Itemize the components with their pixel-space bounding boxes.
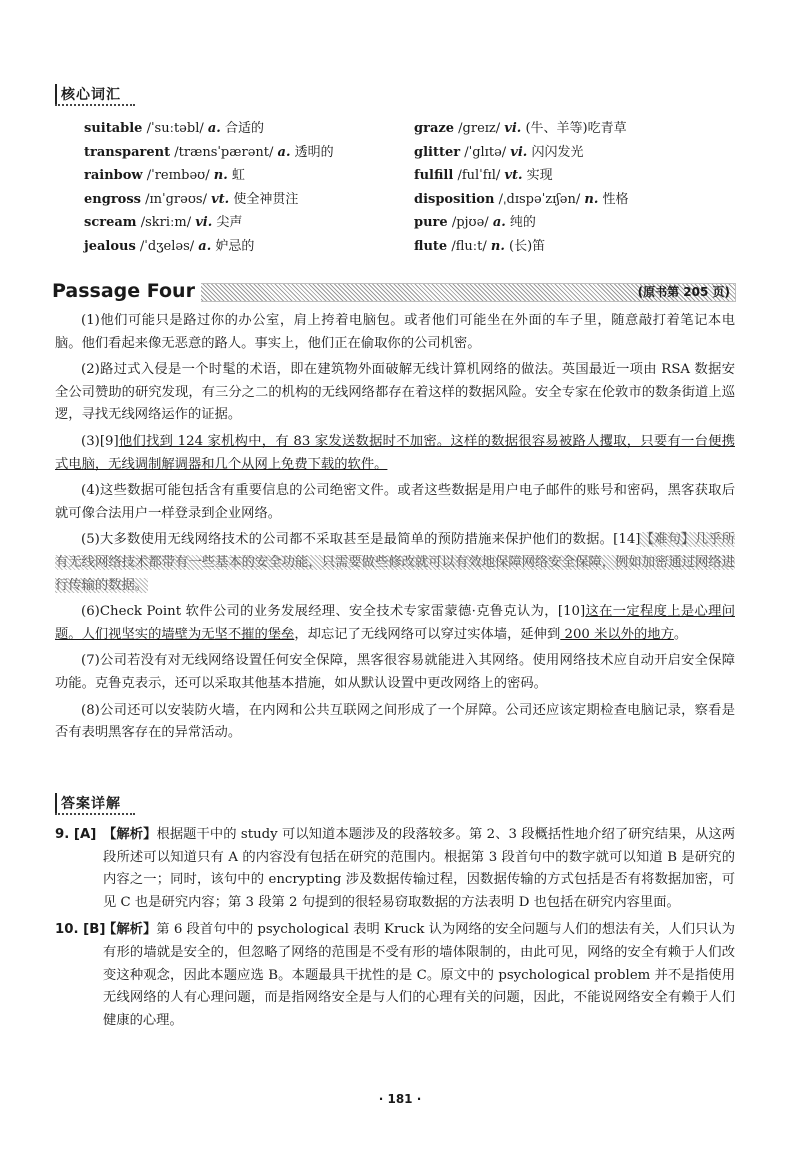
- vocab-word: pure: [414, 215, 448, 230]
- vocab-entry: [414, 141, 744, 165]
- passage-title: Passage Four: [52, 279, 201, 303]
- vocab-phonetic: /ˈdʒeləs/: [139, 238, 195, 254]
- page-number: · 181 ·: [378, 1092, 422, 1106]
- paragraph-3-marker: (3)[9]: [81, 433, 119, 449]
- vocab-meaning: (长)笛: [509, 238, 546, 254]
- vocab-entry: [414, 235, 744, 259]
- paragraph-3-underlined: 他们找到 124 家机构中，有 83 家发送数据时不加密。这样的数据很容易被路人攫取，只要有一台便携式电脑，无线调制解调器和几个从网上免费下载的软件。: [55, 433, 735, 472]
- vocab-phonetic: /fluːt/: [451, 238, 487, 254]
- answer-text: 第 6 段首句中的 psychological 表明 Kruck 认为网络的安全问题与人们的想法有关，人们只认为有形的墙就是安全的，但忽略了网络的范围是不受有形的墙体限制的，由此可见，网络的安全有赖于人们改变这种观念，因此本题应选 B。本题最具干扰性的是 C。原文中的 psychological problem 并不是指使用无线网络的人有心理问题，而是指网络安全是与人们的心理有关的问题，因此，不能说网络安全有赖于人们健康的心理。: [103, 922, 735, 1028]
- vocab-word: graze: [414, 121, 455, 136]
- vocab-entry: [84, 188, 384, 212]
- vocab-word: engross: [84, 191, 141, 207]
- vocab-pos: a.: [207, 121, 221, 136]
- answers-heading: 答案详解: [55, 793, 127, 815]
- vocab-meaning: 实现: [526, 168, 553, 183]
- vocab-phonetic: /fulˈfɪl/: [457, 168, 501, 183]
- vocab-entry: [414, 211, 744, 235]
- vocab-phonetic: /greɪz/: [458, 121, 501, 136]
- vocab-entry: [84, 117, 384, 141]
- vocab-pos: vi.: [510, 144, 528, 160]
- vocab-meaning: 使全神贯注: [233, 191, 299, 207]
- passage-ref: (原书第 205 页): [637, 285, 730, 299]
- vocab-phonetic: /ɪnˈgrəʊs/: [145, 191, 207, 207]
- paragraph-2: (2)路过式入侵是一个时髦的术语，即在建筑物外面破解无线计算机网络的做法。英国最近一项由 RSA 数据安全公司赞助的研究发现，有三分之二的机构的无线网络都存在着这样的数据风险。安全专家在伦敦市的数条街道上巡逻，寻找无线网络运作的证据。: [55, 362, 735, 423]
- vocab-pos: vi.: [504, 121, 522, 136]
- paragraph-3: [55, 431, 735, 476]
- vocab-pos: a.: [277, 144, 291, 160]
- vocab-pos: vt.: [504, 168, 523, 183]
- vocab-pos: a.: [492, 215, 506, 230]
- vocab-word: jealous: [84, 238, 136, 254]
- vocab-meaning: 妒忌的: [215, 238, 255, 254]
- passage-translation: [55, 310, 735, 749]
- vocab-entry: [84, 211, 384, 235]
- difficult-sentence-shaded: 【难句】几乎所有无线网络技术都带有一些基本的安全功能，只需要做些修改就可以有效地保障网络安全保障，例如加密通过网络进行传输的数据。: [55, 532, 735, 593]
- vocab-pos: n.: [213, 168, 228, 183]
- vocab-list-left: [84, 117, 384, 258]
- vocab-entry: [84, 141, 384, 165]
- paragraph-6-end: 。: [673, 626, 688, 642]
- vocab-entry: [84, 164, 384, 188]
- vocab-phonetic: /pjʊə/: [451, 215, 489, 230]
- vocab-pos: vt.: [211, 191, 230, 207]
- vocab-pos: a.: [198, 238, 212, 254]
- vocab-word: rainbow: [84, 168, 143, 183]
- vocab-phonetic: /trænsˈpærənt/: [174, 144, 274, 160]
- vocab-entry: [414, 164, 744, 188]
- paragraph-5-text: (5)大多数使用无线网络技术的公司都不采取甚至是最简单的预防措施来保护他们的数据。[14]: [81, 532, 641, 548]
- paragraph-4: (4)这些数据可能包括含有重要信息的公司绝密文件。或者这些数据是用户电子邮件的账号和密码，黑客获取后就可像合法用户一样登录到企业网络。: [55, 483, 735, 521]
- paragraph-1: (1)他们可能只是路过你的办公室，肩上挎着电脑包。或者他们可能坐在外面的车子里，随意敲打着笔记本电脑。他们看起来像无恶意的路人。事实上，他们正在偷取你的公司机密。: [55, 313, 735, 351]
- vocab-heading: 核心词汇: [55, 84, 127, 106]
- vocab-pos: n.: [490, 238, 505, 254]
- answer-tag: 【解析】: [103, 827, 157, 842]
- vocab-word: scream: [84, 215, 137, 230]
- passage-header: [52, 279, 736, 303]
- vocab-meaning: 纯的: [509, 215, 536, 230]
- vocab-meaning: 尖声: [216, 215, 243, 230]
- vocab-entry: [414, 117, 744, 141]
- answer-tag: 【解析】: [103, 922, 157, 938]
- answer-9: [55, 824, 735, 914]
- paragraph-5: [55, 529, 735, 597]
- paragraph-6-underlined-2: 200 米以外的地方: [560, 626, 674, 642]
- vocab-phonetic: /ˈreɪnbəʊ/: [146, 168, 210, 183]
- vocab-pos: vi.: [195, 215, 213, 230]
- answer-text: 根据题干中的 study 可以知道本题涉及的段落较多。第 2、3 段概括性地介绍了研究结果，从这两段所述可以知道只有 A 的内容没有包括在研究的范围内。根据第 3 段首句中的数字就可以知道 B 是研究的内容之一；同时，该句中的 encrypting 涉及数据传输过程，因数据传输的方式包括是否有将数据加密，可见 C 也是研究内容；第 3 段第 2 句提到的很轻易窃取数据的方法表明 D 也包括在研究内容里面。: [103, 827, 735, 910]
- paragraph-6-lead: (6)Check Point 软件公司的业务发展经理、安全技术专家雷蒙德·克鲁克认为，[10]: [81, 604, 586, 620]
- paragraph-6-underlined: 这在一定程度上是心理问题。人们视坚实的墙壁为无坚不摧的堡垒: [55, 604, 735, 642]
- answers-section: [55, 824, 735, 1037]
- vocab-meaning: 合适的: [224, 121, 264, 136]
- vocab-phonetic: /ˌdɪspəˈzɪʃən/: [498, 191, 581, 207]
- vocab-meaning: (牛、羊等)吃青草: [525, 121, 627, 136]
- vocab-phonetic: /ˈsuːtəbl/: [146, 121, 204, 136]
- vocab-meaning: 虹: [231, 168, 245, 183]
- paragraph-8: (8)公司还可以安装防火墙，在内网和公共互联网之间形成了一个屏障。公司还应该定期检查电脑记录，察看是否有表明黑客存在的异常活动。: [55, 702, 735, 741]
- vocab-word: flute: [414, 238, 448, 254]
- vocab-word: transparent: [84, 144, 171, 160]
- vocab-phonetic: /skriːm/: [140, 215, 192, 230]
- vocab-word: fulfill: [414, 168, 454, 183]
- paragraph-6: [55, 601, 735, 646]
- vocab-phonetic: /ˈglɪtə/: [464, 144, 507, 160]
- paragraph-7: (7)公司若没有对无线网络设置任何安全保障，黑客很容易就能进入其网络。使用网络技术应自动开启安全保障功能。克鲁克表示，还可以采取其他基本措施，如从默认设置中更改网络上的密码。: [55, 653, 735, 691]
- vocab-list-right: [414, 117, 744, 258]
- vocab-meaning: 闪闪发光: [531, 144, 584, 160]
- vocab-meaning: 透明的: [294, 144, 334, 160]
- paragraph-6-mid: ，却忘记了无线网络可以穿过实体墙，延伸到: [294, 626, 561, 642]
- answer-number: 10. [B]: [55, 922, 106, 938]
- vocab-entry: [84, 235, 384, 259]
- answer-number: 9. [A]: [55, 827, 97, 842]
- answer-10: [55, 919, 735, 1032]
- vocab-entry: [414, 188, 744, 212]
- vocab-pos: n.: [584, 191, 599, 207]
- vocab-word: disposition: [414, 191, 495, 207]
- vocab-meaning: 性格: [602, 191, 629, 207]
- vocab-word: glitter: [414, 144, 461, 160]
- vocab-word: suitable: [84, 121, 143, 136]
